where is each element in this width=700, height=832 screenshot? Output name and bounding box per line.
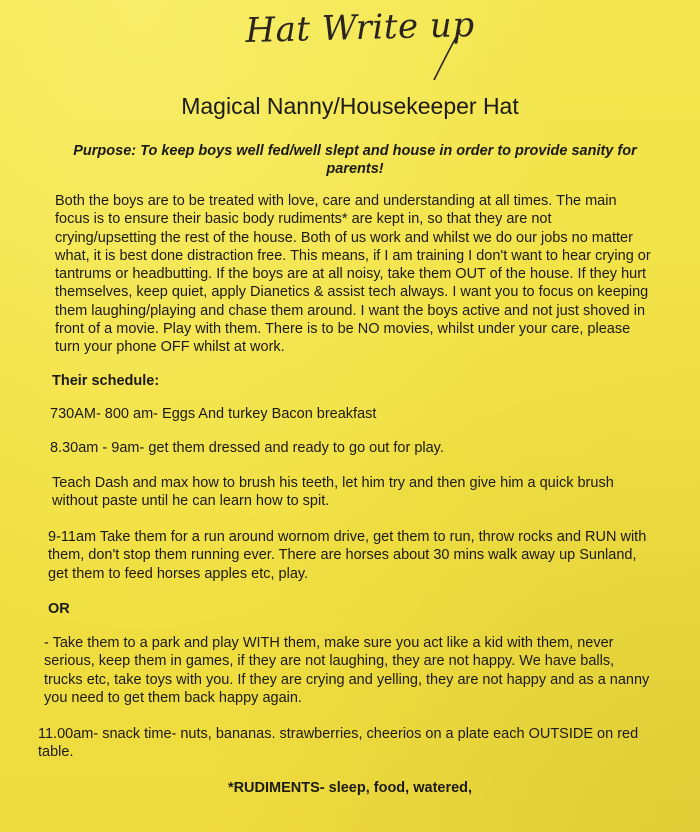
handwritten-flourish — [420, 26, 490, 86]
snack-item: 11.00am- snack time- nuts, bananas. strawberries, cheerios on a plate each OUTSIDE on red table. — [38, 726, 639, 761]
or-label: OR — [48, 601, 70, 617]
intro-paragraph: Both the boys are to be treated with love, care and understanding at all times. The main focus is to ensure their basic body rudiments* are kept in, so that they are not crying/upsetting the rest of the house. Both of us work and whilst we do our jobs no matter what, it is best done distraction free. This means, if I am training I don't want to hear crying or tantrums or headbutting. If the boys are at all noisy, take them OUT of the house. If they hurt themselves, keep quiet, apply Dianetics & assist tech always. I want you to focus on keeping them laughing/playing and chase them around. I want the boys active and not just shoved in front of a movie. Play with them. There is to be NO movies, whilst under your care, please turn your phone OFF whilst at work. — [55, 193, 651, 356]
schedule-item-dress: 8.30am - 9am- get them dressed and ready to go out for play. — [50, 440, 444, 456]
alternative-paragraph: - Take them to a park and play WITH them, make sure you act like a kid with them, never serious, keep them in games, if they are not laughing, they are not happy. We have balls, trucks etc, take toys with you. If they are crying and yelling, they are not happy and as a nanny you need to get them back happy again. — [44, 635, 650, 706]
purpose-statement: Purpose: To keep boys well fed/well slept and house in order to provide sanity for parents! — [73, 143, 637, 177]
handwritten-title: Hat Write up — [244, 5, 476, 51]
rudiments-footnote: *RUDIMENTS- sleep, food, watered, — [227, 780, 473, 796]
schedule-item-breakfast: 730AM- 800 am- Eggs And turkey Bacon breakfast — [50, 406, 377, 422]
schedule-item-teeth: Teach Dash and max how to brush his teeth, let him try and then give him a quick brush without paste until he can learn how to spit. — [52, 475, 614, 510]
document-title: Magical Nanny/Housekeeper Hat — [181, 93, 519, 119]
schedule-heading: Their schedule: — [52, 373, 160, 389]
schedule-item-run: 9-11am Take them for a run around wornom drive, get them to run, throw rocks and RUN with them, don't stop them running ever. There are horses about 30 mins walk away up Sunland, get them to feed horses apples etc, play. — [48, 529, 647, 582]
